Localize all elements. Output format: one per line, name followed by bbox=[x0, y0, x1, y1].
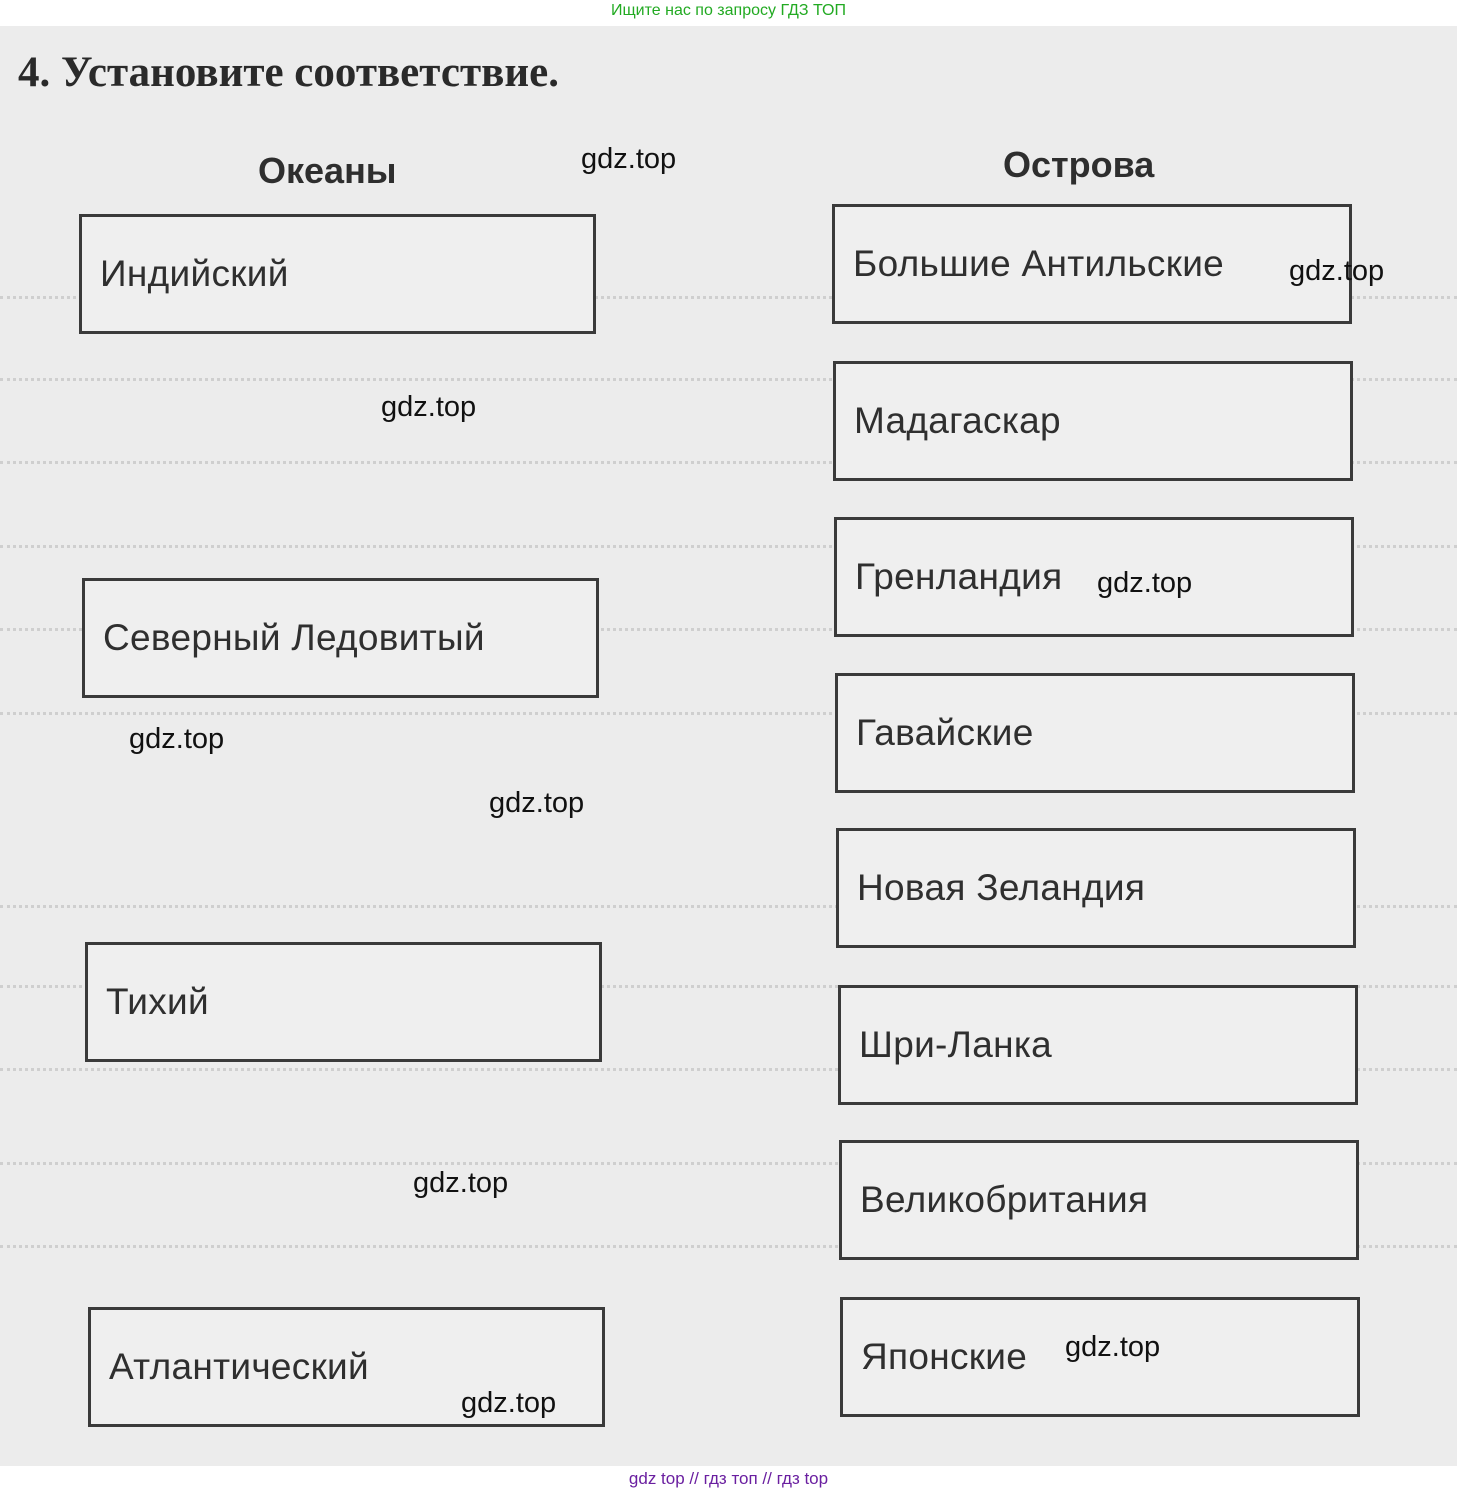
ocean-box-arctic[interactable] bbox=[82, 578, 599, 698]
island-box-sri-lanka[interactable] bbox=[838, 985, 1358, 1105]
watermark: gdz.top bbox=[461, 1387, 557, 1419]
island-label: Великобритания bbox=[860, 1179, 1149, 1220]
island-box-great-britain[interactable] bbox=[839, 1140, 1359, 1260]
island-box-greenland[interactable] bbox=[834, 517, 1354, 637]
task-title: 4. Установите соответствие. bbox=[18, 49, 559, 96]
watermark: gdz.top bbox=[1065, 1331, 1161, 1363]
footer-links[interactable]: gdz top // гдз топ // гдз top bbox=[628, 1469, 829, 1488]
island-label: Большие Антильские bbox=[853, 243, 1225, 284]
watermark: gdz.top bbox=[489, 787, 585, 819]
island-box-greater-antilles[interactable] bbox=[832, 204, 1352, 324]
ocean-label: Северный Ледовитый bbox=[103, 617, 485, 658]
island-label: Шри-Ланка bbox=[859, 1024, 1053, 1065]
watermark: gdz.top bbox=[1097, 567, 1193, 599]
watermark: gdz.top bbox=[581, 143, 677, 175]
island-box-new-zealand[interactable] bbox=[836, 828, 1356, 948]
oceans-heading: Океаны bbox=[258, 150, 397, 191]
island-box-hawaiian[interactable] bbox=[835, 673, 1355, 793]
island-label: Японские bbox=[861, 1336, 1028, 1377]
island-label: Гавайские bbox=[856, 712, 1034, 753]
ocean-label: Атлантический bbox=[109, 1346, 369, 1387]
ocean-label: Тихий bbox=[106, 981, 209, 1022]
watermark: gdz.top bbox=[381, 391, 477, 423]
watermark: gdz.top bbox=[1289, 255, 1385, 287]
ocean-box-pacific[interactable] bbox=[85, 942, 602, 1062]
search-prompt-link[interactable]: Ищите нас по запросу ГДЗ ТОП bbox=[611, 2, 846, 19]
watermark: gdz.top bbox=[413, 1167, 509, 1199]
island-label: Новая Зеландия bbox=[857, 867, 1146, 908]
ocean-box-indian[interactable] bbox=[79, 214, 596, 334]
island-label: Мадагаскар bbox=[854, 400, 1061, 441]
island-label: Гренландия bbox=[855, 556, 1063, 597]
islands-heading: Острова bbox=[1003, 144, 1155, 185]
ocean-label: Индийский bbox=[100, 253, 289, 294]
watermark: gdz.top bbox=[129, 723, 225, 755]
island-box-madagascar[interactable] bbox=[833, 361, 1353, 481]
